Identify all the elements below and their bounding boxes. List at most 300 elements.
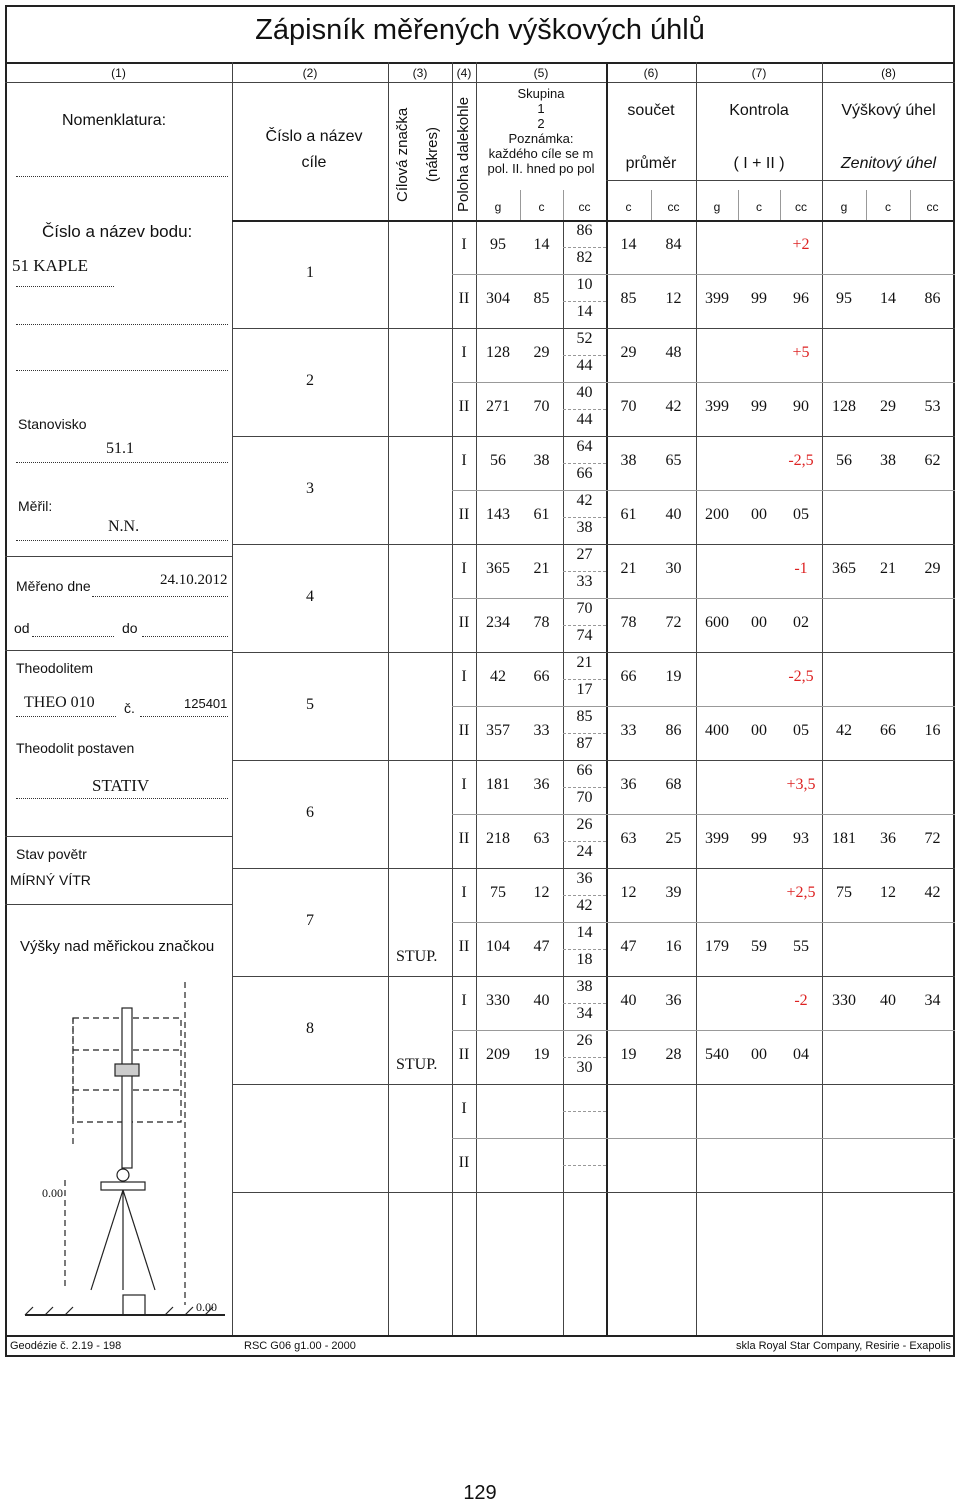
reading-cc-2[interactable]: 14: [576, 303, 593, 320]
reading-cc-1[interactable]: 40: [576, 384, 593, 401]
serial-value: 125401: [184, 696, 228, 711]
angle-c[interactable]: 21: [880, 560, 896, 577]
position-label: II: [458, 614, 470, 631]
cc-divider: [563, 247, 606, 248]
reading-cc-1[interactable]: 42: [576, 492, 593, 509]
unit-label: g: [713, 200, 721, 214]
column-number: (2): [302, 66, 318, 80]
nomenklatura-label: Nomenklatura:: [62, 112, 167, 129]
target-header-line2: cíle: [301, 154, 327, 171]
check-cc[interactable]: +3,5: [786, 776, 816, 793]
row-divider: [232, 652, 955, 653]
position-divider: [452, 1138, 955, 1139]
check-g[interactable]: 399: [705, 830, 729, 847]
angle-c[interactable]: 14: [880, 290, 896, 307]
check-cc[interactable]: 05: [793, 722, 809, 739]
reading-cc-1[interactable]: 21: [576, 654, 593, 671]
sum-c[interactable]: 36: [620, 776, 637, 793]
angle-c[interactable]: 29: [880, 398, 896, 415]
reading-g[interactable]: 56: [490, 452, 506, 469]
reading-cc-2[interactable]: 30: [576, 1059, 593, 1076]
reading-c[interactable]: 33: [533, 722, 550, 739]
target-number: 6: [306, 804, 314, 821]
cc-divider: [563, 679, 606, 680]
angle-cc[interactable]: 62: [924, 452, 941, 469]
sum-c[interactable]: 21: [620, 560, 637, 577]
reading-c[interactable]: 85: [533, 290, 550, 307]
angle-g[interactable]: 365: [832, 560, 856, 577]
group-1: 1: [537, 101, 545, 116]
cc-divider: [563, 301, 606, 302]
reading-cc-1[interactable]: 52: [576, 330, 593, 347]
sum-cc[interactable]: 86: [665, 722, 682, 739]
reading-cc-2[interactable]: 66: [576, 465, 593, 482]
check-g[interactable]: 600: [705, 614, 729, 631]
angle-cc[interactable]: 86: [924, 290, 941, 307]
check-c[interactable]: 00: [751, 722, 767, 739]
point-field-2[interactable]: [16, 324, 228, 325]
point-field-3[interactable]: [16, 370, 228, 371]
sum-cc[interactable]: 65: [665, 452, 682, 469]
unit-label: c: [885, 200, 891, 214]
left-divider: [5, 904, 232, 905]
reading-c[interactable]: 38: [533, 452, 550, 469]
row-divider: [232, 436, 955, 437]
reading-c[interactable]: 19: [533, 1046, 550, 1063]
target-number: 4: [306, 588, 314, 605]
sum-cc[interactable]: 72: [665, 614, 682, 631]
angle-g[interactable]: 75: [836, 884, 852, 901]
check-cc[interactable]: +2,5: [786, 884, 816, 901]
position-label: I: [461, 992, 467, 1009]
reading-c[interactable]: 29: [533, 344, 550, 361]
reading-c[interactable]: 12: [533, 884, 550, 901]
angle-c[interactable]: 40: [880, 992, 896, 1009]
reading-g[interactable]: 357: [486, 722, 510, 739]
angle-g[interactable]: 181: [832, 830, 856, 847]
cc-divider: [563, 787, 606, 788]
position-divider: [452, 274, 955, 275]
column-number: (5): [533, 66, 549, 80]
column-number: (4): [456, 66, 472, 80]
check-cc[interactable]: -1: [794, 560, 808, 577]
reading-cc-2[interactable]: 24: [576, 843, 593, 860]
reading-c[interactable]: 40: [533, 992, 550, 1009]
position-label: I: [461, 884, 467, 901]
setup-field[interactable]: [16, 798, 228, 799]
target-height-zero: 0.00: [196, 1300, 217, 1314]
reading-g[interactable]: 42: [490, 668, 506, 685]
to-field[interactable]: [142, 636, 228, 637]
unit-label: c: [756, 200, 762, 214]
angle-c[interactable]: 12: [880, 884, 896, 901]
position-divider: [452, 814, 955, 815]
theodolite-label: Theodolitem: [16, 660, 94, 676]
reading-cc-2[interactable]: 34: [576, 1005, 593, 1022]
note-line2: každého cíle se m: [488, 146, 594, 161]
note-label: Poznámka:: [508, 131, 574, 146]
date-value: 24.10.2012: [160, 572, 228, 588]
target-number: 3: [306, 480, 314, 497]
reading-g[interactable]: 218: [486, 830, 510, 847]
date-label: Měřeno dne: [16, 578, 91, 594]
unit-label: cc: [926, 200, 939, 214]
left-divider: [5, 650, 232, 651]
position-label: I: [461, 452, 467, 469]
position-label: I: [461, 668, 467, 685]
group-label: Skupina: [517, 86, 565, 101]
sum-c[interactable]: 12: [620, 884, 637, 901]
sum-header: součet: [627, 102, 675, 119]
reading-cc-1[interactable]: 85: [576, 708, 593, 725]
sum-cc[interactable]: 48: [665, 344, 682, 361]
reading-c[interactable]: 66: [533, 668, 550, 685]
unit-separator: [866, 190, 867, 220]
check-g[interactable]: 200: [705, 506, 729, 523]
position-divider: [452, 598, 955, 599]
check-c[interactable]: 59: [751, 938, 767, 955]
position-label: II: [458, 398, 470, 415]
from-label: od: [14, 620, 30, 636]
angle-g[interactable]: 128: [832, 398, 856, 415]
col-line: [388, 62, 389, 1335]
reading-g[interactable]: 75: [490, 884, 506, 901]
reading-cc-1[interactable]: 10: [576, 276, 593, 293]
position-label: II: [458, 290, 470, 307]
point-field-1[interactable]: [16, 286, 114, 287]
reading-cc-1[interactable]: 64: [576, 438, 593, 455]
reading-cc-2[interactable]: 87: [576, 735, 593, 752]
theodolite-value: THEO 010: [24, 694, 95, 711]
mean-header: průměr: [625, 155, 677, 172]
sum-cc[interactable]: 12: [665, 290, 682, 307]
sum-c[interactable]: 61: [620, 506, 637, 523]
left-divider: [5, 556, 232, 557]
telescope-position-header: Poloha dalekohle: [455, 96, 472, 212]
unit-separator: [520, 190, 521, 220]
reading-g[interactable]: 365: [486, 560, 510, 577]
reading-c[interactable]: 47: [533, 938, 550, 955]
sum-c[interactable]: 47: [620, 938, 637, 955]
reading-c[interactable]: 36: [533, 776, 550, 793]
check-g[interactable]: 399: [705, 398, 729, 415]
reading-cc-1[interactable]: 27: [576, 546, 593, 563]
sum-cc[interactable]: 30: [665, 560, 682, 577]
reading-cc-1[interactable]: 14: [576, 924, 593, 941]
station-field[interactable]: [16, 462, 228, 463]
check-c[interactable]: 00: [751, 1046, 767, 1063]
reading-cc-1[interactable]: 36: [576, 870, 593, 887]
check-g[interactable]: 399: [705, 290, 729, 307]
reading-g[interactable]: 234: [486, 614, 510, 631]
sum-cc[interactable]: 36: [665, 992, 682, 1009]
angle-cc[interactable]: 72: [924, 830, 941, 847]
row-divider: [232, 976, 955, 977]
check-cc[interactable]: 55: [793, 938, 809, 955]
cc-divider: [563, 841, 606, 842]
cc-divider: [563, 463, 606, 464]
reading-cc-1[interactable]: 26: [576, 816, 593, 833]
unit-label: c: [538, 200, 545, 214]
surveyor-value: N.N.: [108, 518, 140, 535]
unit-label: g: [494, 200, 502, 214]
cc-divider: [563, 733, 606, 734]
reading-cc-2[interactable]: 82: [576, 249, 593, 266]
reading-g[interactable]: 104: [486, 938, 510, 955]
unit-label: c: [625, 200, 632, 214]
point-value: 51 KAPLE: [12, 256, 89, 275]
surveyor-label: Měřil:: [18, 498, 53, 514]
angle-cc[interactable]: 29: [924, 560, 941, 577]
row-divider: [232, 328, 955, 329]
weather-value: MÍRNÝ VÍTR: [10, 872, 91, 888]
position-label: II: [458, 1154, 470, 1171]
reading-g[interactable]: 304: [486, 290, 510, 307]
cc-divider: [563, 409, 606, 410]
sum-c[interactable]: 78: [620, 614, 637, 631]
cc-divider: [563, 571, 606, 572]
heights-label: Výšky nad měřickou značkou: [20, 938, 215, 955]
instrument-sketch: [5, 970, 232, 1335]
footer-middle: RSC G06 g1.00 - 2000: [244, 1340, 356, 1352]
nomenklatura-field[interactable]: [16, 176, 228, 177]
angle-cc[interactable]: 16: [924, 722, 941, 739]
unit-separator: [563, 190, 564, 220]
angle-cc[interactable]: 53: [924, 398, 941, 415]
footer-divider: [5, 1335, 955, 1337]
theodolite-field[interactable]: [16, 716, 116, 717]
reading-cc-2[interactable]: 44: [576, 411, 593, 428]
zenith-angle-header: Zenitový úhel: [840, 155, 937, 172]
group-2: 2: [537, 116, 545, 131]
reading-cc-2[interactable]: 44: [576, 357, 593, 374]
position-divider: [452, 706, 955, 707]
note-line3: pol. II. hned po pol: [487, 161, 595, 176]
col-line: [696, 62, 697, 1335]
reading-cc-2[interactable]: 17: [576, 681, 593, 698]
row-divider: [232, 1084, 955, 1085]
check-cc[interactable]: +5: [792, 344, 810, 361]
angle-c[interactable]: 36: [880, 830, 896, 847]
reading-g[interactable]: 209: [486, 1046, 510, 1063]
reading-c[interactable]: 21: [533, 560, 550, 577]
sum-cc[interactable]: 19: [665, 668, 682, 685]
position-divider: [452, 382, 955, 383]
sum-c[interactable]: 40: [620, 992, 637, 1009]
sum-c[interactable]: 29: [620, 344, 637, 361]
cc-divider: [563, 1165, 606, 1166]
cc-divider: [563, 895, 606, 896]
position-label: I: [461, 776, 467, 793]
instrument-height-zero: 0.00: [42, 1186, 63, 1200]
check-cc[interactable]: 05: [793, 506, 809, 523]
weather-label: Stav povětr: [16, 846, 87, 862]
cc-divider: [563, 517, 606, 518]
column-number: (7): [751, 66, 767, 80]
reading-g[interactable]: 95: [490, 236, 506, 253]
sum-cc[interactable]: 40: [665, 506, 682, 523]
reading-c[interactable]: 14: [533, 236, 550, 253]
position-label: II: [458, 938, 470, 955]
sketch-header: (nákres): [424, 126, 441, 182]
check-g[interactable]: 400: [705, 722, 729, 739]
angle-cc[interactable]: 34: [924, 992, 941, 1009]
sum-cc[interactable]: 84: [665, 236, 682, 253]
check-cc[interactable]: -2,5: [788, 452, 814, 469]
reading-cc-2[interactable]: 33: [576, 573, 593, 590]
angle-cc[interactable]: 42: [924, 884, 941, 901]
reading-cc-1[interactable]: 66: [576, 762, 593, 779]
surveyor-field[interactable]: [16, 540, 228, 541]
position-label: I: [461, 236, 467, 253]
target-header-line1: Číslo a název: [265, 128, 363, 145]
position-divider: [452, 922, 955, 923]
angle-g[interactable]: 42: [836, 722, 852, 739]
unit-separator: [910, 190, 911, 220]
reading-g[interactable]: 128: [486, 344, 510, 361]
reading-cc-2[interactable]: 38: [576, 519, 593, 536]
column-number: (6): [643, 66, 659, 80]
sum-c[interactable]: 38: [620, 452, 637, 469]
title-divider: [5, 62, 955, 64]
angle-c[interactable]: 38: [880, 452, 896, 469]
reading-g[interactable]: 271: [486, 398, 510, 415]
cc-divider: [563, 625, 606, 626]
sum-c[interactable]: 19: [620, 1046, 637, 1063]
row-divider: [232, 868, 955, 869]
unit-separator: [780, 190, 781, 220]
from-field[interactable]: [32, 636, 114, 637]
date-field[interactable]: [92, 596, 228, 597]
column-number: (3): [412, 66, 428, 80]
angle-c[interactable]: 66: [880, 722, 896, 739]
reading-cc-2[interactable]: 18: [576, 951, 593, 968]
group-header: [476, 86, 606, 176]
check-c[interactable]: 99: [751, 830, 767, 847]
reading-g[interactable]: 143: [486, 506, 510, 523]
sum-cc[interactable]: 39: [665, 884, 682, 901]
sum-cc[interactable]: 28: [665, 1046, 682, 1063]
colnum-divider: [5, 82, 955, 83]
check-g[interactable]: 179: [705, 938, 729, 955]
cc-divider: [563, 1111, 606, 1112]
sum-c[interactable]: 14: [620, 236, 637, 253]
check-cc[interactable]: -2,5: [788, 668, 814, 685]
target-mark: STUP.: [396, 1056, 438, 1073]
footer-left: Geodézie č. 2.19 - 198: [10, 1340, 122, 1352]
vertical-angle-header: Výškový úhel: [841, 102, 936, 119]
target-number: 2: [306, 372, 314, 389]
form-title: Zápisník měřených výškových úhlů: [255, 14, 705, 46]
position-label: II: [458, 722, 470, 739]
row-divider: [232, 1192, 955, 1193]
check-c[interactable]: 00: [751, 614, 767, 631]
unit-separator: [738, 190, 739, 220]
reading-cc-1[interactable]: 26: [576, 1032, 593, 1049]
position-label: II: [458, 830, 470, 847]
check-cc[interactable]: 93: [793, 830, 809, 847]
sum-cc[interactable]: 68: [665, 776, 682, 793]
reading-cc-1[interactable]: 70: [576, 600, 593, 617]
row-divider: [232, 760, 955, 761]
check-g[interactable]: 540: [705, 1046, 729, 1063]
reading-cc-2[interactable]: 74: [576, 627, 593, 644]
reading-cc-2[interactable]: 70: [576, 789, 593, 806]
sum-c[interactable]: 63: [620, 830, 637, 847]
check-header: Kontrola: [729, 102, 789, 119]
unit-separator: [651, 190, 652, 220]
sum-cc[interactable]: 42: [665, 398, 682, 415]
position-label: I: [461, 560, 467, 577]
check-c[interactable]: 99: [751, 290, 767, 307]
check-c[interactable]: 99: [751, 398, 767, 415]
reading-c[interactable]: 63: [533, 830, 550, 847]
sum-cc[interactable]: 16: [665, 938, 682, 955]
position-label: I: [461, 1100, 467, 1117]
check-cc[interactable]: 90: [793, 398, 809, 415]
sum-cc[interactable]: 25: [665, 830, 682, 847]
serial-field[interactable]: [140, 716, 228, 717]
check-cc[interactable]: +2: [792, 236, 810, 253]
station-value: 51.1: [106, 440, 134, 457]
check-cc[interactable]: 04: [793, 1046, 809, 1063]
unit-label: g: [840, 200, 848, 214]
check-cc[interactable]: 02: [793, 614, 809, 631]
reading-c[interactable]: 70: [533, 398, 550, 415]
unit-label: cc: [578, 200, 591, 214]
target-number: 5: [306, 696, 314, 713]
reading-g[interactable]: 181: [486, 776, 510, 793]
reading-cc-1[interactable]: 38: [576, 978, 593, 995]
setup-value: STATIV: [92, 776, 150, 795]
sum-c[interactable]: 70: [620, 398, 637, 415]
position-divider: [452, 490, 955, 491]
reading-cc-2[interactable]: 42: [576, 897, 593, 914]
row-divider: [232, 544, 955, 545]
left-divider: [5, 836, 232, 837]
angle-g[interactable]: 56: [836, 452, 852, 469]
angle-g[interactable]: 95: [836, 290, 852, 307]
position-divider: [452, 1030, 955, 1031]
position-label: II: [458, 506, 470, 523]
units-divider: [606, 180, 955, 181]
sum-c[interactable]: 85: [620, 290, 637, 307]
cc-divider: [563, 1003, 606, 1004]
angle-g[interactable]: 330: [832, 992, 856, 1009]
check-c[interactable]: 00: [751, 506, 767, 523]
target-number: 7: [306, 912, 314, 929]
station-label: Stanovisko: [18, 416, 87, 432]
sum-c[interactable]: 66: [620, 668, 637, 685]
sum-c[interactable]: 33: [620, 722, 637, 739]
footer-right: skla Royal Star Company, Resirie - Exapolis: [736, 1340, 951, 1352]
reading-cc-1[interactable]: 86: [576, 222, 593, 239]
page-number: 129: [463, 1482, 497, 1504]
target-mark-header: Cílová značka: [394, 107, 411, 202]
reading-c[interactable]: 61: [533, 506, 550, 523]
position-label: I: [461, 344, 467, 361]
unit-label: cc: [667, 200, 680, 214]
check-cc[interactable]: 96: [793, 290, 809, 307]
reading-c[interactable]: 78: [533, 614, 550, 631]
setup-label: Theodolit postaven: [16, 740, 135, 756]
column-number: (8): [881, 66, 896, 80]
target-mark: STUP.: [396, 948, 438, 965]
unit-label: cc: [795, 200, 807, 214]
check-cc[interactable]: -2: [794, 992, 808, 1009]
reading-g[interactable]: 330: [486, 992, 510, 1009]
target-number: 1: [306, 264, 314, 281]
